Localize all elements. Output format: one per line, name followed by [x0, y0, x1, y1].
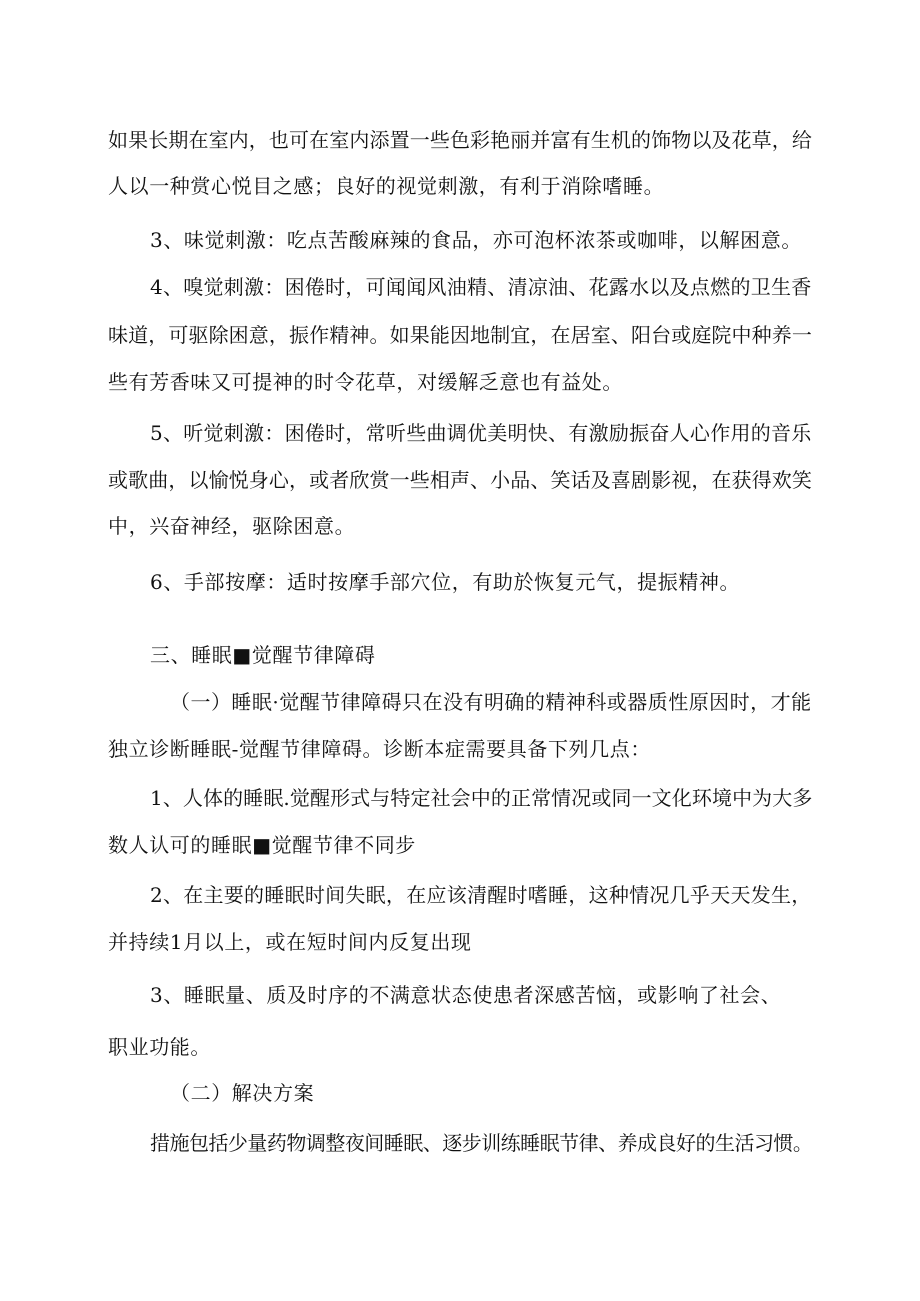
- subsection-1-line-2: 独立诊断睡眠-觉醒节律障碍。诊断本症需要具备下列几点：: [108, 737, 651, 761]
- subsection-1-line-1: （一）睡眠·觉醒节律障碍只在没有明确的精神科或器质性原因时，才能: [170, 690, 812, 714]
- criterion-1-line-2: 数人认可的睡眠■觉醒节律不同步: [108, 833, 416, 857]
- paragraph-visual-line-1: 如果长期在室内，也可在室内添置一些色彩艳丽并富有生机的饰物以及花草，给: [108, 128, 812, 152]
- paragraph-taste-line-1: 3、味觉刺激：吃点苦酸麻辣的食品，亦可泡杯浓茶或咖啡，以解困意。: [150, 228, 802, 252]
- section-heading-3: 三、睡眠■觉醒节律障碍: [150, 643, 376, 667]
- paragraph-hearing-line-1: 5、听觉刺激：困倦时，常听些曲调优美明快、有激励振奋人心作用的音乐: [150, 421, 812, 445]
- paragraph-massage-line-1: 6、手部按摩：适时按摩手部穴位，有助於恢复元气，提振精神。: [150, 570, 741, 594]
- paragraph-smell-line-3: 些有芳香味又可提神的时令花草，对缓解乏意也有益处。: [108, 370, 623, 394]
- paragraph-smell-line-2: 味道，可驱除困意，振作精神。如果能因地制宜，在居室、阳台或庭院中种养一: [108, 323, 812, 347]
- criterion-3-line-1: 3、睡眠量、质及时序的不满意状态使患者深感苦恼，或影响了社会、: [150, 983, 782, 1007]
- criterion-2-line-1: 2、在主要的睡眠时间失眠，在应该清醒时嗜睡，这种情况几乎天天发生，: [150, 883, 812, 907]
- criterion-1-line-1: 1、人体的睡眠.觉醒形式与特定社会中的正常情况或同一文化环境中为大多: [150, 786, 813, 810]
- criterion-3-line-2: 职业功能。: [108, 1035, 211, 1059]
- solution-paragraph: 措施包括少量药物调整夜间睡眠、逐步训练睡眠节律、养成良好的生活习惯。: [150, 1131, 813, 1155]
- paragraph-hearing-line-2: 或歌曲，以愉悦身心，或者欣赏一些相声、小品、笑话及喜剧影视，在获得欢笑: [108, 468, 812, 492]
- paragraph-hearing-line-3: 中，兴奋神经，驱除困意。: [108, 514, 356, 538]
- paragraph-smell-line-1: 4、嗅觉刺激：困倦时，可闻闻风油精、清凉油、花露水以及点燃的卫生香: [150, 275, 812, 299]
- paragraph-visual-line-2: 人以一种赏心悦目之感；良好的视觉刺激，有利于消除嗜睡。: [108, 174, 665, 198]
- criterion-2-line-2: 并持续1月以上，或在短时间内反复出现: [108, 930, 472, 954]
- subsection-2-heading: （二）解决方案: [170, 1081, 315, 1105]
